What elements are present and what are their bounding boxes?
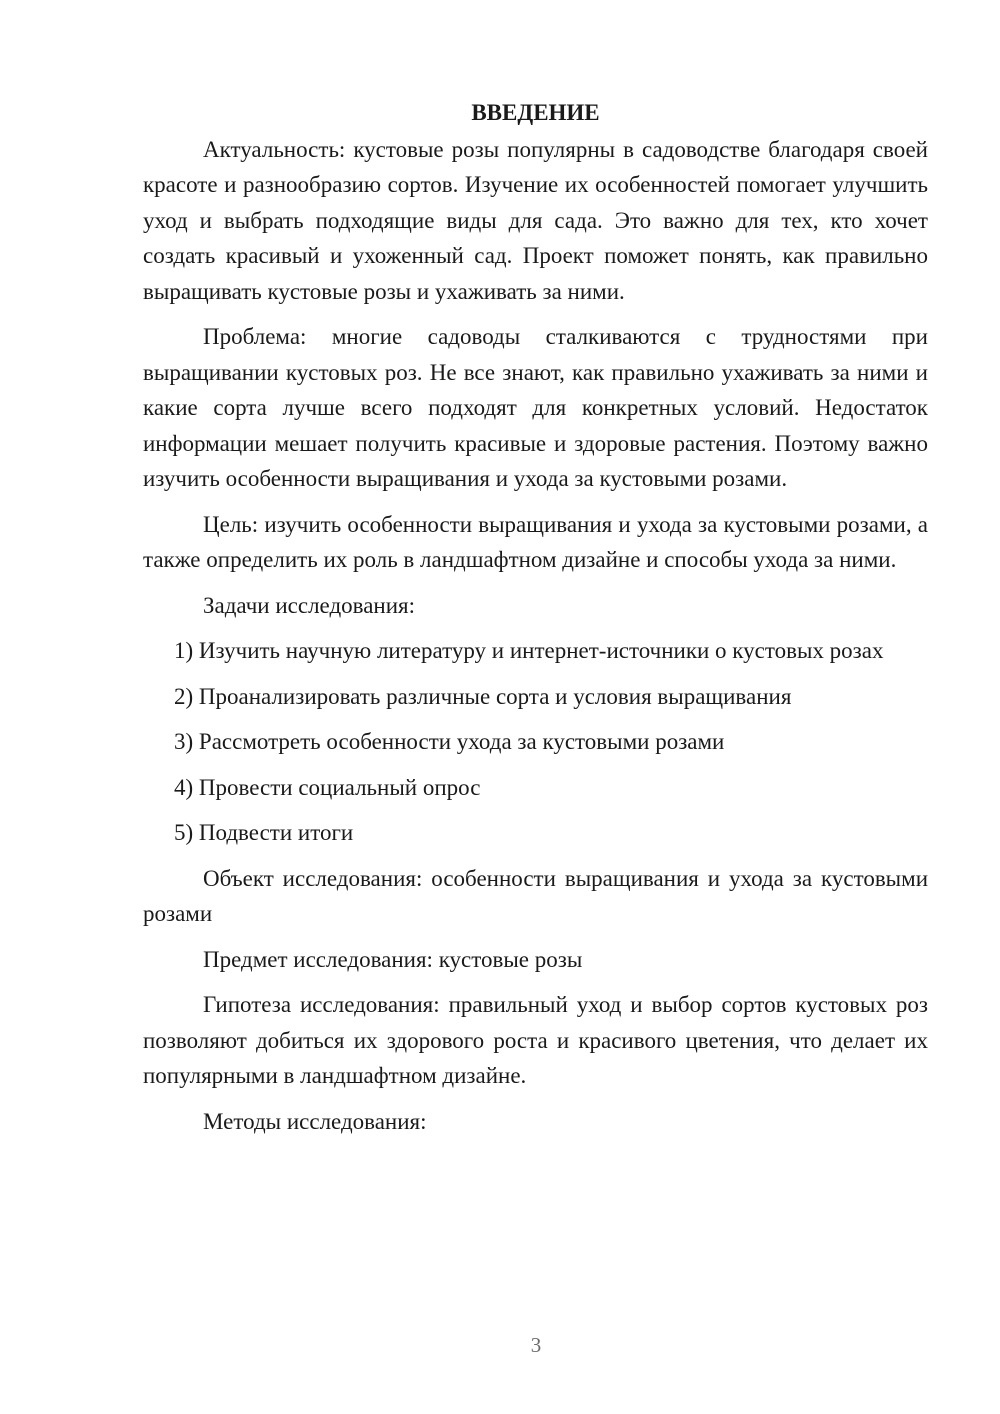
task-item-4: 4) Провести социальный опрос (174, 774, 481, 800)
subject-paragraph: Предмет исследования: кустовые розы (203, 946, 583, 972)
tasks-list (143, 633, 928, 851)
tasks-heading: Задачи исследования: (203, 592, 416, 618)
methods-heading: Методы исследования: (203, 1108, 427, 1134)
task-item-5: 5) Подвести итоги (174, 820, 354, 845)
problem-paragraph: Проблема: многие садоводы сталкиваются с трудностями при выращивании кустовых роз. Не все знают, как правильно ухаживать за ними и какие сорта лучше всего подходят для конкретных условий. Недостаток информации мешает получить красивые и здоровые растения. Поэтому важно изучить особенности выращивания и ухода за кустовыми розами. (143, 324, 928, 491)
page-number: 3 (530, 1333, 542, 1357)
section-title: ВВЕДЕНИЕ (471, 100, 600, 125)
task-item-1: 1) Изучить научную литературу и интернет-источники о кустовых розах (174, 638, 884, 663)
hypothesis-paragraph: Гипотеза исследования: правильный уход и выбор сортов кустовых роз позволяют добиться их здорового роста и красивого цветения, что делает их популярными в ландшафтном дизайне. (143, 992, 928, 1088)
object-paragraph: Объект исследования: особенности выращивания и ухода за кустовыми розами (143, 865, 928, 926)
goal-paragraph: Цель: изучить особенности выращивания и ухода за кустовыми розами, а также определить их роль в ландшафтном дизайне и способы ухода за ними. (143, 511, 928, 572)
document-page (143, 95, 928, 1139)
relevance-paragraph: Актуальность: кустовые розы популярны в садоводстве благодаря своей красоте и разнообразию сортов. Изучение их особенностей помогает улучшить уход и выбрать подходящие виды для сада. Это важно для тех, кто хочет создать красивый и ухоженный сад. Проект поможет понять, как правильно выращивать кустовые розы и ухаживать за ними. (143, 136, 928, 304)
task-item-3: 3) Рассмотреть особенности ухода за кустовыми розами (174, 729, 725, 754)
task-item-2: 2) Проанализировать различные сорта и условия выращивания (174, 683, 792, 709)
